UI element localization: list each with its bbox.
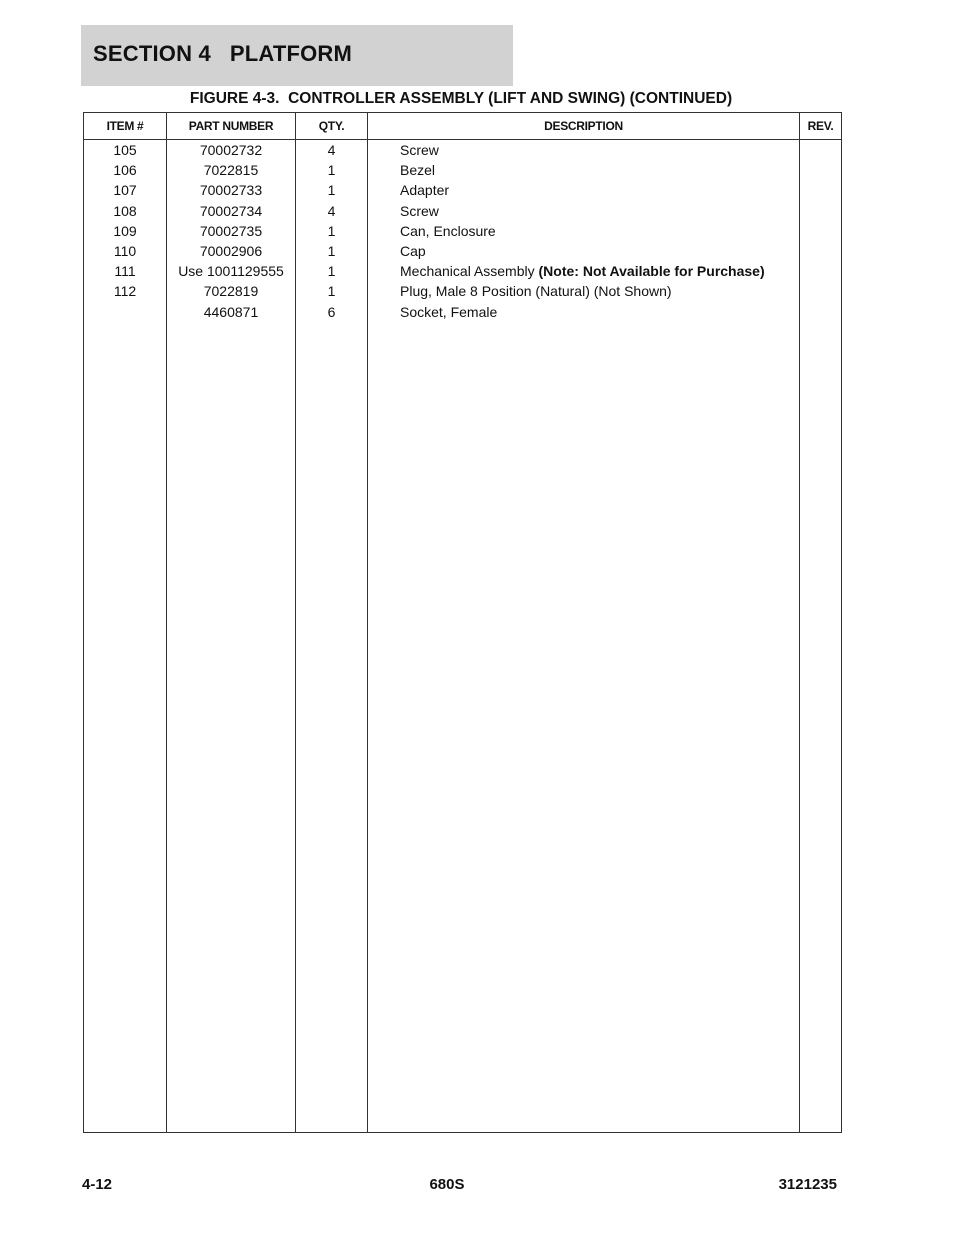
quantity-cell: 4	[296, 201, 368, 221]
part-number-cell: Use 1001129555	[167, 261, 296, 281]
description-cell	[368, 261, 800, 281]
quantity-cell: 1	[296, 281, 368, 301]
item-number-cell: 111	[84, 261, 167, 281]
table-row	[84, 201, 842, 221]
description-text: Screw	[400, 202, 439, 219]
part-number-cell: 4460871	[167, 302, 296, 322]
description-text: Screw	[400, 142, 439, 159]
description-cell	[368, 180, 800, 200]
table-row	[84, 160, 842, 180]
table-row	[84, 221, 842, 241]
description-cell	[368, 201, 800, 221]
revision-cell	[800, 180, 842, 200]
column-header-qty: QTY.	[296, 113, 368, 140]
description-text: Plug, Male 8 Position (Natural) (Not Shown)	[400, 283, 672, 300]
revision-cell	[800, 160, 842, 180]
filler-cell	[800, 322, 842, 1133]
description-text: Socket, Female	[400, 303, 498, 320]
part-number-cell: 70002733	[167, 180, 296, 200]
document-number: 3121235	[778, 1176, 837, 1193]
column-header-item: ITEM #	[84, 113, 167, 140]
part-number-cell: 70002734	[167, 201, 296, 221]
revision-cell	[800, 140, 842, 161]
table-filler-row	[84, 322, 842, 1133]
filler-cell	[368, 322, 800, 1133]
filler-cell	[296, 322, 368, 1133]
revision-cell	[800, 241, 842, 261]
part-number-cell: 7022815	[167, 160, 296, 180]
revision-cell	[800, 261, 842, 281]
column-header-description: DESCRIPTION	[368, 113, 800, 140]
description-cell	[368, 140, 800, 161]
item-number-cell: 105	[84, 140, 167, 161]
part-number-cell: 70002732	[167, 140, 296, 161]
table-row	[84, 261, 842, 281]
filler-cell	[84, 322, 167, 1133]
description-cell	[368, 221, 800, 241]
filler-cell	[167, 322, 296, 1133]
description-cell	[368, 160, 800, 180]
part-number-cell: 70002906	[167, 241, 296, 261]
item-number-cell: 110	[84, 241, 167, 261]
quantity-cell: 6	[296, 302, 368, 322]
table-row	[84, 302, 842, 322]
description-text: Mechanical Assembly	[400, 263, 539, 280]
item-number-cell: 112	[84, 281, 167, 301]
description-text: Adapter	[400, 182, 450, 199]
figure-title: FIGURE 4-3. CONTROLLER ASSEMBLY (LIFT AND SWING) (CONTINUED)	[189, 90, 733, 107]
quantity-cell: 1	[296, 160, 368, 180]
column-header-part-number: PART NUMBER	[167, 113, 296, 140]
parts-table	[83, 112, 842, 1133]
table-row	[84, 180, 842, 200]
quantity-cell: 1	[296, 180, 368, 200]
quantity-cell: 1	[296, 241, 368, 261]
table-row	[84, 281, 842, 301]
description-cell	[368, 302, 800, 322]
item-number-cell: 109	[84, 221, 167, 241]
availability-note: (Note: Not Available for Purchase)	[538, 263, 765, 280]
description-text: Bezel	[400, 162, 436, 179]
description-cell	[368, 281, 800, 301]
quantity-cell: 4	[296, 140, 368, 161]
part-number-cell: 7022819	[167, 281, 296, 301]
table-row	[84, 241, 842, 261]
revision-cell	[800, 201, 842, 221]
description-text: Can, Enclosure	[400, 222, 496, 239]
description-cell	[368, 241, 800, 261]
page-number: 4-12	[82, 1176, 113, 1193]
section-title: SECTION 4 PLATFORM	[93, 41, 353, 66]
item-number-cell: 108	[84, 201, 167, 221]
table-header-row	[84, 113, 842, 140]
revision-cell	[800, 221, 842, 241]
section-banner	[81, 25, 513, 86]
quantity-cell: 1	[296, 261, 368, 281]
revision-cell	[800, 281, 842, 301]
part-number-cell: 70002735	[167, 221, 296, 241]
column-header-rev: REV.	[800, 113, 842, 140]
item-number-cell: 107	[84, 180, 167, 200]
description-text: Cap	[400, 243, 426, 260]
revision-cell	[800, 302, 842, 322]
model-name: 680S	[429, 1176, 465, 1193]
table-row	[84, 140, 842, 161]
item-number-cell: 106	[84, 160, 167, 180]
item-number-cell	[84, 302, 167, 322]
quantity-cell: 1	[296, 221, 368, 241]
